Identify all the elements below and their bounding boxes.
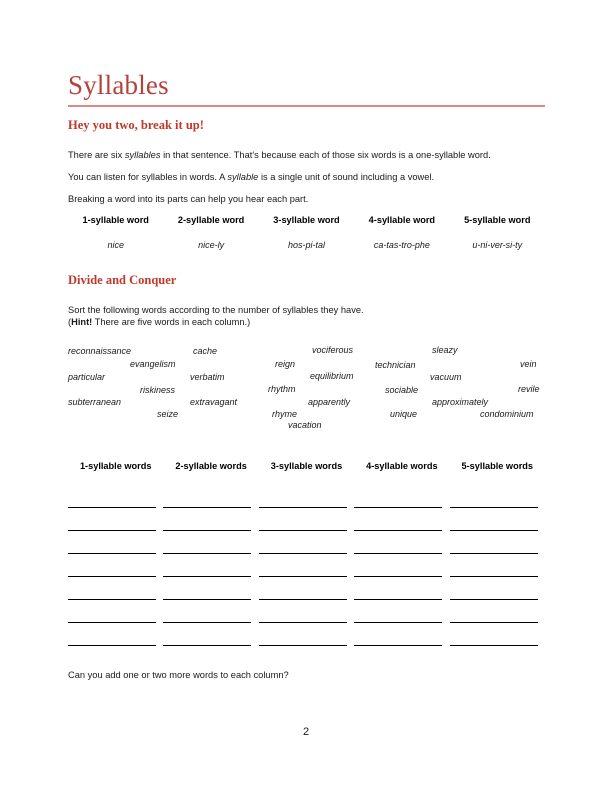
answer-cell[interactable] <box>163 508 258 531</box>
answer-cell[interactable] <box>354 623 449 646</box>
answer-cell[interactable] <box>163 577 258 600</box>
hint-label: Hint! <box>71 317 93 327</box>
answer-cell[interactable] <box>259 485 354 508</box>
example-word: ca-tas-tro-phe <box>373 240 430 250</box>
sort-hint <box>68 315 250 329</box>
word-bank-word[interactable]: revile <box>518 384 540 394</box>
page-number: 2 <box>302 726 310 738</box>
word-bank-word[interactable]: subterranean <box>68 397 122 407</box>
text-run: You can listen for syllables in words. A <box>68 172 228 182</box>
paragraph-two <box>68 170 434 184</box>
answer-grid <box>68 461 545 646</box>
example-word: u-ni-ver-si-ty <box>472 240 523 250</box>
answer-cell[interactable] <box>450 531 545 554</box>
answer-grid-lines <box>68 485 545 646</box>
example-column-header: 1-syllable word <box>82 215 149 225</box>
word-bank-word[interactable]: evangelism <box>130 359 176 369</box>
answer-line-row <box>68 485 545 508</box>
example-word: hos-pi-tal <box>287 240 325 250</box>
text-run: is a single unit of sound including a vowel. <box>258 172 435 182</box>
answer-cell[interactable] <box>450 600 545 623</box>
example-syllable-table <box>68 215 545 250</box>
answer-cell[interactable] <box>68 554 163 577</box>
answer-cell[interactable] <box>163 623 258 646</box>
answer-cell[interactable] <box>259 508 354 531</box>
word-bank-word[interactable]: condominium <box>480 409 534 419</box>
word-bank-word[interactable]: equilibrium <box>310 371 354 381</box>
emphasis-term: syllable <box>227 172 259 182</box>
answer-cell[interactable] <box>68 600 163 623</box>
example-column-header: 2-syllable word <box>177 215 245 225</box>
example-word: nice <box>107 240 124 250</box>
word-bank-word[interactable]: vacation <box>288 420 322 430</box>
word-bank-word[interactable]: unique <box>390 409 418 419</box>
example-column <box>163 215 258 250</box>
page-title: Syllables <box>68 70 169 100</box>
answer-cell[interactable] <box>450 485 545 508</box>
text-run: There are six <box>68 150 125 160</box>
answer-cell[interactable] <box>450 554 545 577</box>
answer-cell[interactable] <box>354 485 449 508</box>
example-column <box>68 215 163 250</box>
word-bank-word[interactable]: sociable <box>385 385 419 395</box>
example-column <box>354 215 449 250</box>
example-column <box>450 215 545 250</box>
answer-cell[interactable] <box>354 531 449 554</box>
answer-write-line <box>450 645 538 646</box>
answer-cell[interactable] <box>259 531 354 554</box>
answer-cell[interactable] <box>354 554 449 577</box>
answer-line-row <box>68 623 545 646</box>
answer-cell[interactable] <box>354 508 449 531</box>
footer-question: Can you add one or two more words to each column? <box>68 670 289 680</box>
answer-cell[interactable] <box>163 485 258 508</box>
answer-line-row <box>68 508 545 531</box>
answer-cell[interactable] <box>259 600 354 623</box>
answer-write-line <box>68 645 156 646</box>
answer-cell[interactable] <box>68 577 163 600</box>
example-column <box>259 215 354 250</box>
word-bank-word[interactable]: verbatim <box>190 372 225 382</box>
answer-cell[interactable] <box>68 485 163 508</box>
word-bank-word[interactable]: approximately <box>432 397 489 407</box>
word-bank-word[interactable]: rhythm <box>268 384 296 394</box>
answer-column-header: 2-syllable words <box>175 461 247 471</box>
word-bank-word[interactable]: riskiness <box>140 385 176 395</box>
word-bank-word[interactable]: sleazy <box>432 345 458 355</box>
answer-cell[interactable] <box>259 577 354 600</box>
answer-cell[interactable] <box>163 600 258 623</box>
answer-cell[interactable] <box>259 623 354 646</box>
answer-column-header: 1-syllable words <box>79 461 152 471</box>
answer-cell[interactable] <box>354 577 449 600</box>
answer-write-line <box>163 645 251 646</box>
hint-text: There are five words in each column.) <box>92 317 251 327</box>
word-bank-word[interactable]: vein <box>520 359 537 369</box>
section-heading-divide-and-conquer: Divide and Conquer <box>68 273 177 287</box>
word-bank-word[interactable]: apparently <box>308 397 351 407</box>
paragraph-one <box>68 148 491 162</box>
answer-cell[interactable] <box>450 508 545 531</box>
word-bank-word[interactable]: reign <box>275 359 296 369</box>
word-bank-word[interactable]: vociferous <box>312 345 354 355</box>
answer-cell[interactable] <box>68 623 163 646</box>
answer-line-row <box>68 554 545 577</box>
word-bank-word[interactable]: particular <box>68 372 106 382</box>
example-word: nice-ly <box>198 240 225 250</box>
answer-cell[interactable] <box>354 600 449 623</box>
hint-open-paren: ( <box>68 317 72 327</box>
answer-write-line <box>354 645 442 646</box>
title-divider <box>68 105 545 107</box>
answer-column-header: 3-syllable words <box>270 461 343 471</box>
answer-cell[interactable] <box>163 531 258 554</box>
answer-cell[interactable] <box>163 554 258 577</box>
text-run: in that sentence. That's because each of those six words is a one-syllable word. <box>160 150 491 160</box>
example-column-header: 5-syllable word <box>464 215 531 225</box>
word-bank-word[interactable]: seize <box>157 409 179 419</box>
answer-column-header: 4-syllable words <box>366 461 438 471</box>
answer-column-header: 5-syllable words <box>461 461 533 471</box>
answer-line-row <box>68 531 545 554</box>
word-bank-word[interactable]: reconnaissance <box>68 346 132 356</box>
section-heading-hey-you-two: Hey you two, break it up! <box>68 118 204 132</box>
answer-cell[interactable] <box>68 531 163 554</box>
text-run: Breaking a word into its parts can help you hear each part. <box>68 194 309 204</box>
word-bank-word[interactable]: cache <box>193 346 218 356</box>
paragraph-three <box>68 192 308 206</box>
emphasis-term: syllables <box>124 150 161 160</box>
word-bank-word[interactable]: technician <box>375 360 416 370</box>
answer-line-row <box>68 577 545 600</box>
answer-grid-header-row <box>68 461 545 471</box>
example-column-header: 4-syllable word <box>368 215 436 225</box>
answer-line-row <box>68 600 545 623</box>
example-column-header: 3-syllable word <box>273 215 340 225</box>
answer-cell[interactable] <box>68 508 163 531</box>
word-bank-word[interactable]: extravagant <box>190 397 238 407</box>
sort-instruction: Sort the following words according to the number of syllables they have. <box>68 305 364 315</box>
word-bank-word[interactable]: rhyme <box>272 409 298 419</box>
answer-cell[interactable] <box>259 554 354 577</box>
word-bank-word[interactable]: vacuum <box>430 372 462 382</box>
answer-cell[interactable] <box>450 577 545 600</box>
answer-write-line <box>259 645 347 646</box>
answer-cell[interactable] <box>450 623 545 646</box>
